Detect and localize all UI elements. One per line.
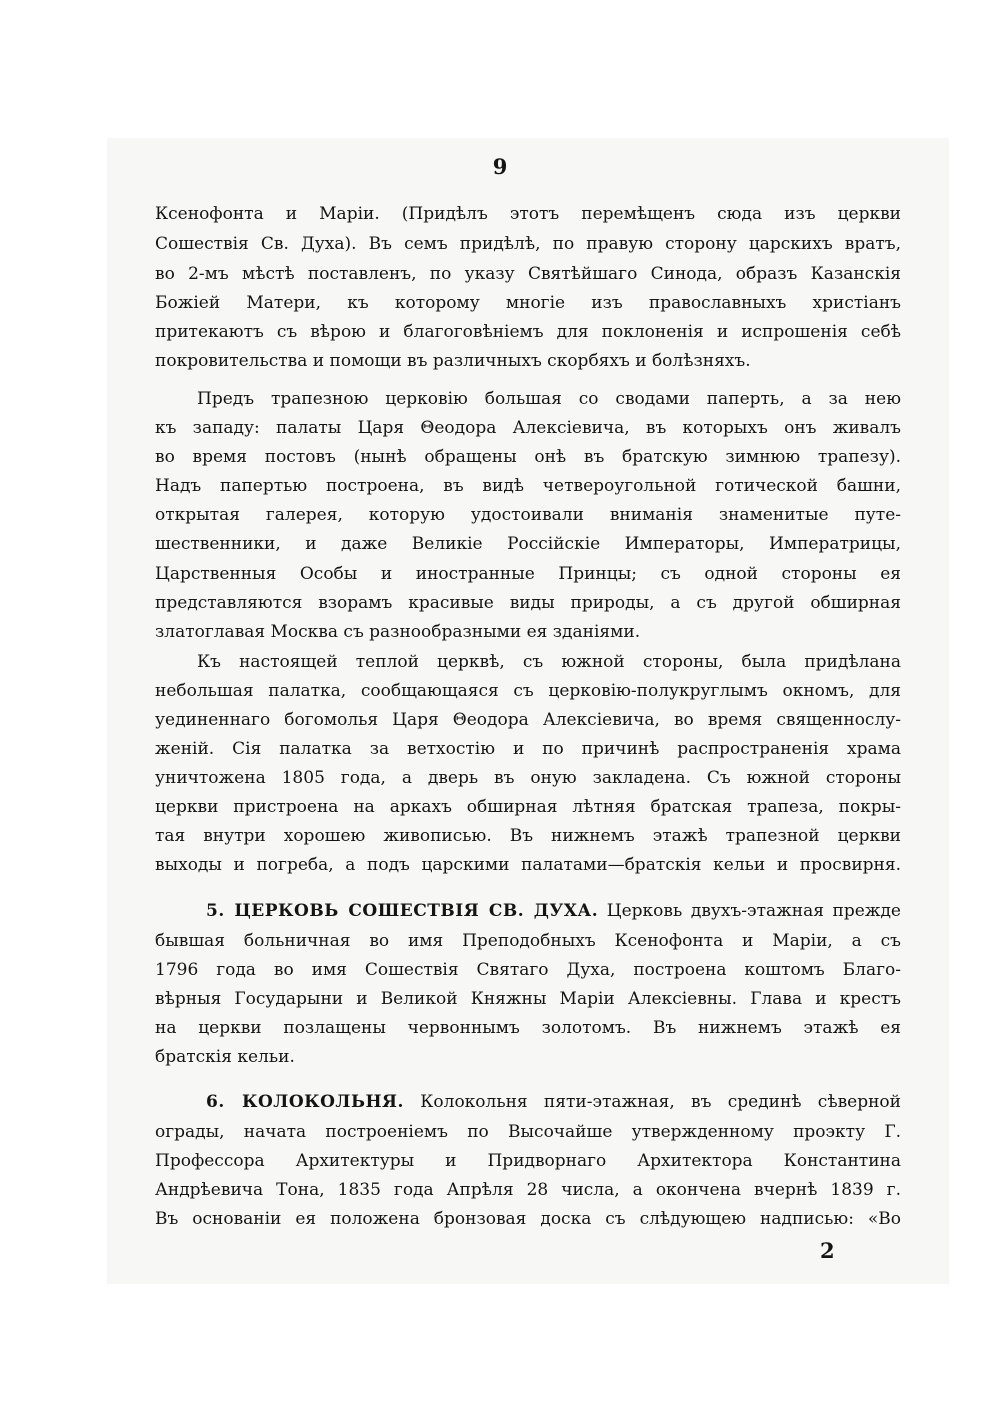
section-heading: 6. КОЛОКОЛЬНЯ.	[206, 1092, 404, 1112]
text-line: Предъ трапезною церковію большая со сводами паперть, а за нею	[197, 389, 901, 409]
text-line: уединеннаго богомолья Царя Θеодора Алексіевича, во время священнослу-	[155, 710, 901, 730]
text-line: покровительства и помощи въ различныхъ скорбяхъ и болѣзняхъ.	[155, 351, 751, 371]
text-line: небольшая палатка, сообщающаяся съ церковію-полукруглымъ окномъ, для	[155, 681, 901, 701]
signature-mark: 2	[820, 1238, 835, 1263]
text-run: Колокольня пяти-этажная, въ срединѣ сѣверной	[420, 1092, 901, 1112]
text-line: шественники, и даже Великіе Россійскіе Императоры, Императрицы,	[155, 534, 901, 554]
section-6-first-line	[206, 1090, 901, 1114]
text-line: вѣрныя Государыни и Великой Княжны Маріи Алексіевны. Глава и крестъ	[155, 989, 901, 1009]
text-line: на церкви позлащены червоннымъ золотомъ. Въ нижнемъ этажѣ ея	[155, 1018, 901, 1038]
page-number: 9	[492, 154, 508, 179]
section-5-first-line	[206, 899, 901, 923]
text-line: Сошествія Св. Духа). Въ семъ придѣлѣ, по правую сторону царскихъ вратъ,	[155, 234, 901, 254]
text-line: уничтожена 1805 года, а дверь въ оную закладена. Съ южной стороны	[155, 768, 901, 788]
text-line: церкви пристроена на аркахъ обширная лѣтняя братская трапеза, покры-	[155, 797, 901, 817]
text-line: златоглавая Москва съ разнообразными ея зданіями.	[155, 622, 641, 642]
text-line: братскія кельи.	[155, 1047, 295, 1067]
text-line: Въ основаніи ея положена бронзовая доска съ слѣдующею надписью: «Во	[155, 1209, 901, 1229]
text-line: выходы и погреба, а подъ царскими палатами—братскія кельи и просвирня.	[155, 855, 901, 875]
text-line: женій. Сія палатка за ветхостію и по причинѣ распространенія храма	[155, 739, 901, 759]
text-line: во 2-мъ мѣстѣ поставленъ, по указу Святѣйшаго Синода, образъ Казанскія	[155, 264, 901, 284]
text-line: Андрѣевича Тона, 1835 года Апрѣля 28 числа, а окончена вчернѣ 1839 г.	[155, 1180, 901, 1200]
text-line: бывшая больничная во имя Преподобныхъ Ксенофонта и Маріи, а съ	[155, 931, 901, 951]
text-line: ограды, начата построеніемъ по Высочайше утвержденному проэкту Г.	[155, 1122, 901, 1142]
text-line: 1796 года во имя Сошествія Святаго Духа, построена коштомъ Благо-	[155, 960, 901, 980]
text-line: Къ настоящей теплой церквѣ, съ южной стороны, была придѣлана	[197, 652, 901, 672]
text-line: во время постовъ (нынѣ обращены онѣ въ братскую зимнюю трапезу).	[155, 447, 901, 467]
text-line: тая внутри хорошею живописью. Въ нижнемъ этажѣ трапезной церкви	[155, 826, 901, 846]
text-line: Профессора Архитектуры и Придворнаго Архитектора Константина	[155, 1151, 901, 1171]
text-line: Божіей Матери, къ которому многіе изъ православныхъ христіанъ	[155, 293, 901, 313]
text-line: Надъ папертью построена, въ видѣ четвероугольной готической башни,	[155, 476, 901, 496]
text-line: притекаютъ съ вѣрою и благоговѣніемъ для поклоненія и испрошенія себѣ	[155, 322, 901, 342]
text-line: представляются взорамъ красивые виды природы, а съ другой обширная	[155, 593, 901, 613]
section-heading: 5. ЦЕРКОВЬ СОШЕСТВІЯ СВ. ДУХА.	[206, 901, 599, 921]
text-line: къ западу: палаты Царя Θеодора Алексіевича, въ которыхъ онъ живалъ	[155, 418, 901, 438]
text-run: Церковь двухъ-этажная прежде	[606, 901, 901, 921]
text-line: Царственныя Особы и иностранные Принцы; съ одной стороны ея	[155, 564, 901, 584]
text-line: Ксенофонта и Маріи. (Придѣлъ этотъ перемѣщенъ сюда изъ церкви	[155, 204, 901, 224]
text-line: открытая галерея, которую удостоивали вниманія знаменитые путе-	[155, 505, 901, 525]
